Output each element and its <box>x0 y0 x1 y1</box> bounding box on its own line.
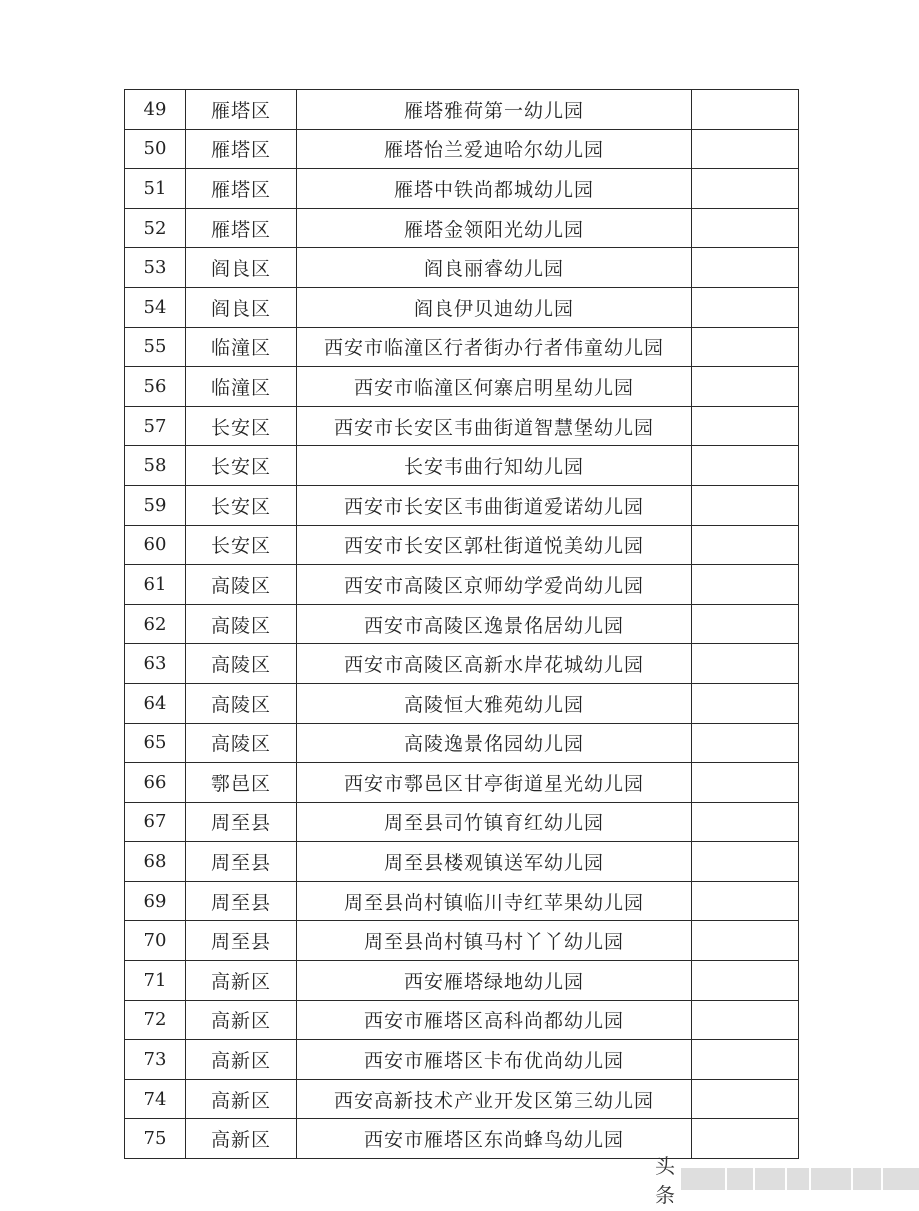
row-district: 长安区 <box>186 446 297 486</box>
row-district: 高陵区 <box>186 683 297 723</box>
row-district: 高新区 <box>186 1000 297 1040</box>
table-row <box>125 842 799 882</box>
row-district: 高陵区 <box>186 723 297 763</box>
row-remark <box>692 208 799 248</box>
table-row <box>125 287 799 327</box>
row-remark <box>692 921 799 961</box>
row-number: 51 <box>125 169 186 209</box>
row-remark <box>692 604 799 644</box>
table-row <box>125 90 799 130</box>
row-kindergarten-name: 雁塔金领阳光幼儿园 <box>297 208 692 248</box>
row-kindergarten-name: 周至县司竹镇育红幼儿园 <box>297 802 692 842</box>
row-number: 62 <box>125 604 186 644</box>
row-kindergarten-name: 阎良丽睿幼儿园 <box>297 248 692 288</box>
row-number: 49 <box>125 90 186 130</box>
row-district: 长安区 <box>186 406 297 446</box>
kindergarten-table <box>124 89 799 1159</box>
row-kindergarten-name: 周至县尚村镇临川寺红苹果幼儿园 <box>297 881 692 921</box>
row-remark <box>692 961 799 1001</box>
row-district: 雁塔区 <box>186 169 297 209</box>
table-row <box>125 406 799 446</box>
table-row <box>125 485 799 525</box>
row-district: 长安区 <box>186 525 297 565</box>
row-kindergarten-name: 高陵恒大雅苑幼儿园 <box>297 683 692 723</box>
row-district: 雁塔区 <box>186 129 297 169</box>
row-number: 69 <box>125 881 186 921</box>
row-kindergarten-name: 西安市长安区郭杜街道悦美幼儿园 <box>297 525 692 565</box>
row-remark <box>692 367 799 407</box>
row-remark <box>692 525 799 565</box>
row-number: 75 <box>125 1119 186 1159</box>
row-number: 55 <box>125 327 186 367</box>
row-kindergarten-name: 西安市高陵区京师幼学爱尚幼儿园 <box>297 565 692 605</box>
row-remark <box>692 1119 799 1159</box>
row-number: 67 <box>125 802 186 842</box>
row-number: 72 <box>125 1000 186 1040</box>
table-row <box>125 921 799 961</box>
row-district: 雁塔区 <box>186 90 297 130</box>
table-row <box>125 881 799 921</box>
table-row <box>125 525 799 565</box>
row-kindergarten-name: 西安高新技术产业开发区第三幼儿园 <box>297 1079 692 1119</box>
table-row <box>125 644 799 684</box>
row-kindergarten-name: 西安市雁塔区东尚蜂鸟幼儿园 <box>297 1119 692 1159</box>
table-row <box>125 1040 799 1080</box>
row-district: 高陵区 <box>186 644 297 684</box>
row-remark <box>692 90 799 130</box>
row-kindergarten-name: 雁塔怡兰爱迪哈尔幼儿园 <box>297 129 692 169</box>
row-number: 68 <box>125 842 186 882</box>
row-remark <box>692 485 799 525</box>
row-district: 长安区 <box>186 485 297 525</box>
row-number: 65 <box>125 723 186 763</box>
table-row <box>125 604 799 644</box>
row-remark <box>692 1079 799 1119</box>
table-row <box>125 248 799 288</box>
table-row <box>125 169 799 209</box>
table-row <box>125 763 799 803</box>
row-number: 60 <box>125 525 186 565</box>
table-row <box>125 327 799 367</box>
watermark-blur-bars <box>679 1168 919 1190</box>
row-number: 54 <box>125 287 186 327</box>
row-number: 61 <box>125 565 186 605</box>
table-row <box>125 565 799 605</box>
row-kindergarten-name: 雁塔中铁尚都城幼儿园 <box>297 169 692 209</box>
table-row <box>125 961 799 1001</box>
row-remark <box>692 881 799 921</box>
table-row <box>125 1079 799 1119</box>
row-remark <box>692 565 799 605</box>
table-row <box>125 1000 799 1040</box>
row-district: 雁塔区 <box>186 208 297 248</box>
row-number: 59 <box>125 485 186 525</box>
row-kindergarten-name: 西安市高陵区逸景佲居幼儿园 <box>297 604 692 644</box>
row-number: 57 <box>125 406 186 446</box>
row-kindergarten-name: 高陵逸景佲园幼儿园 <box>297 723 692 763</box>
row-number: 66 <box>125 763 186 803</box>
table-row <box>125 446 799 486</box>
row-number: 58 <box>125 446 186 486</box>
row-remark <box>692 644 799 684</box>
table-row <box>125 723 799 763</box>
row-kindergarten-name: 西安市高陵区高新水岸花城幼儿园 <box>297 644 692 684</box>
row-district: 高新区 <box>186 1119 297 1159</box>
row-district: 临潼区 <box>186 327 297 367</box>
row-kindergarten-name: 西安市长安区韦曲街道爱诺幼儿园 <box>297 485 692 525</box>
row-kindergarten-name: 西安市鄠邑区甘亭街道星光幼儿园 <box>297 763 692 803</box>
row-remark <box>692 1040 799 1080</box>
row-remark <box>692 169 799 209</box>
row-kindergarten-name: 西安市雁塔区高科尚都幼儿园 <box>297 1000 692 1040</box>
row-district: 高陵区 <box>186 565 297 605</box>
row-number: 53 <box>125 248 186 288</box>
row-kindergarten-name: 雁塔雅荷第一幼儿园 <box>297 90 692 130</box>
row-district: 临潼区 <box>186 367 297 407</box>
row-kindergarten-name: 西安雁塔绿地幼儿园 <box>297 961 692 1001</box>
row-district: 阎良区 <box>186 287 297 327</box>
row-remark <box>692 248 799 288</box>
table-row <box>125 802 799 842</box>
row-remark <box>692 763 799 803</box>
table-row <box>125 208 799 248</box>
table-row <box>125 1119 799 1159</box>
watermark-text: 头条 <box>655 1154 675 1207</box>
row-district: 高新区 <box>186 961 297 1001</box>
row-kindergarten-name: 西安市雁塔区卡布优尚幼儿园 <box>297 1040 692 1080</box>
row-remark <box>692 287 799 327</box>
row-remark <box>692 406 799 446</box>
row-kindergarten-name: 阎良伊贝迪幼儿园 <box>297 287 692 327</box>
table-row <box>125 129 799 169</box>
row-district: 周至县 <box>186 881 297 921</box>
row-district: 高新区 <box>186 1079 297 1119</box>
row-kindergarten-name: 西安市临潼区行者街办行者伟童幼儿园 <box>297 327 692 367</box>
row-remark <box>692 723 799 763</box>
row-number: 50 <box>125 129 186 169</box>
table-body <box>125 90 799 1159</box>
row-remark <box>692 327 799 367</box>
table-row <box>125 367 799 407</box>
row-number: 52 <box>125 208 186 248</box>
row-district: 周至县 <box>186 921 297 961</box>
row-district: 周至县 <box>186 842 297 882</box>
row-district: 高新区 <box>186 1040 297 1080</box>
row-remark <box>692 842 799 882</box>
row-kindergarten-name: 长安韦曲行知幼儿园 <box>297 446 692 486</box>
watermark <box>655 1154 919 1207</box>
row-number: 63 <box>125 644 186 684</box>
row-remark <box>692 1000 799 1040</box>
row-number: 71 <box>125 961 186 1001</box>
row-number: 64 <box>125 683 186 723</box>
row-district: 高陵区 <box>186 604 297 644</box>
table-row <box>125 683 799 723</box>
row-district: 鄠邑区 <box>186 763 297 803</box>
row-kindergarten-name: 西安市长安区韦曲街道智慧堡幼儿园 <box>297 406 692 446</box>
row-kindergarten-name: 周至县尚村镇马村丫丫幼儿园 <box>297 921 692 961</box>
row-kindergarten-name: 周至县楼观镇送军幼儿园 <box>297 842 692 882</box>
row-number: 74 <box>125 1079 186 1119</box>
row-remark <box>692 802 799 842</box>
row-number: 56 <box>125 367 186 407</box>
row-number: 73 <box>125 1040 186 1080</box>
row-number: 70 <box>125 921 186 961</box>
row-remark <box>692 129 799 169</box>
row-district: 阎良区 <box>186 248 297 288</box>
row-remark <box>692 446 799 486</box>
row-remark <box>692 683 799 723</box>
row-kindergarten-name: 西安市临潼区何寨启明星幼儿园 <box>297 367 692 407</box>
row-district: 周至县 <box>186 802 297 842</box>
